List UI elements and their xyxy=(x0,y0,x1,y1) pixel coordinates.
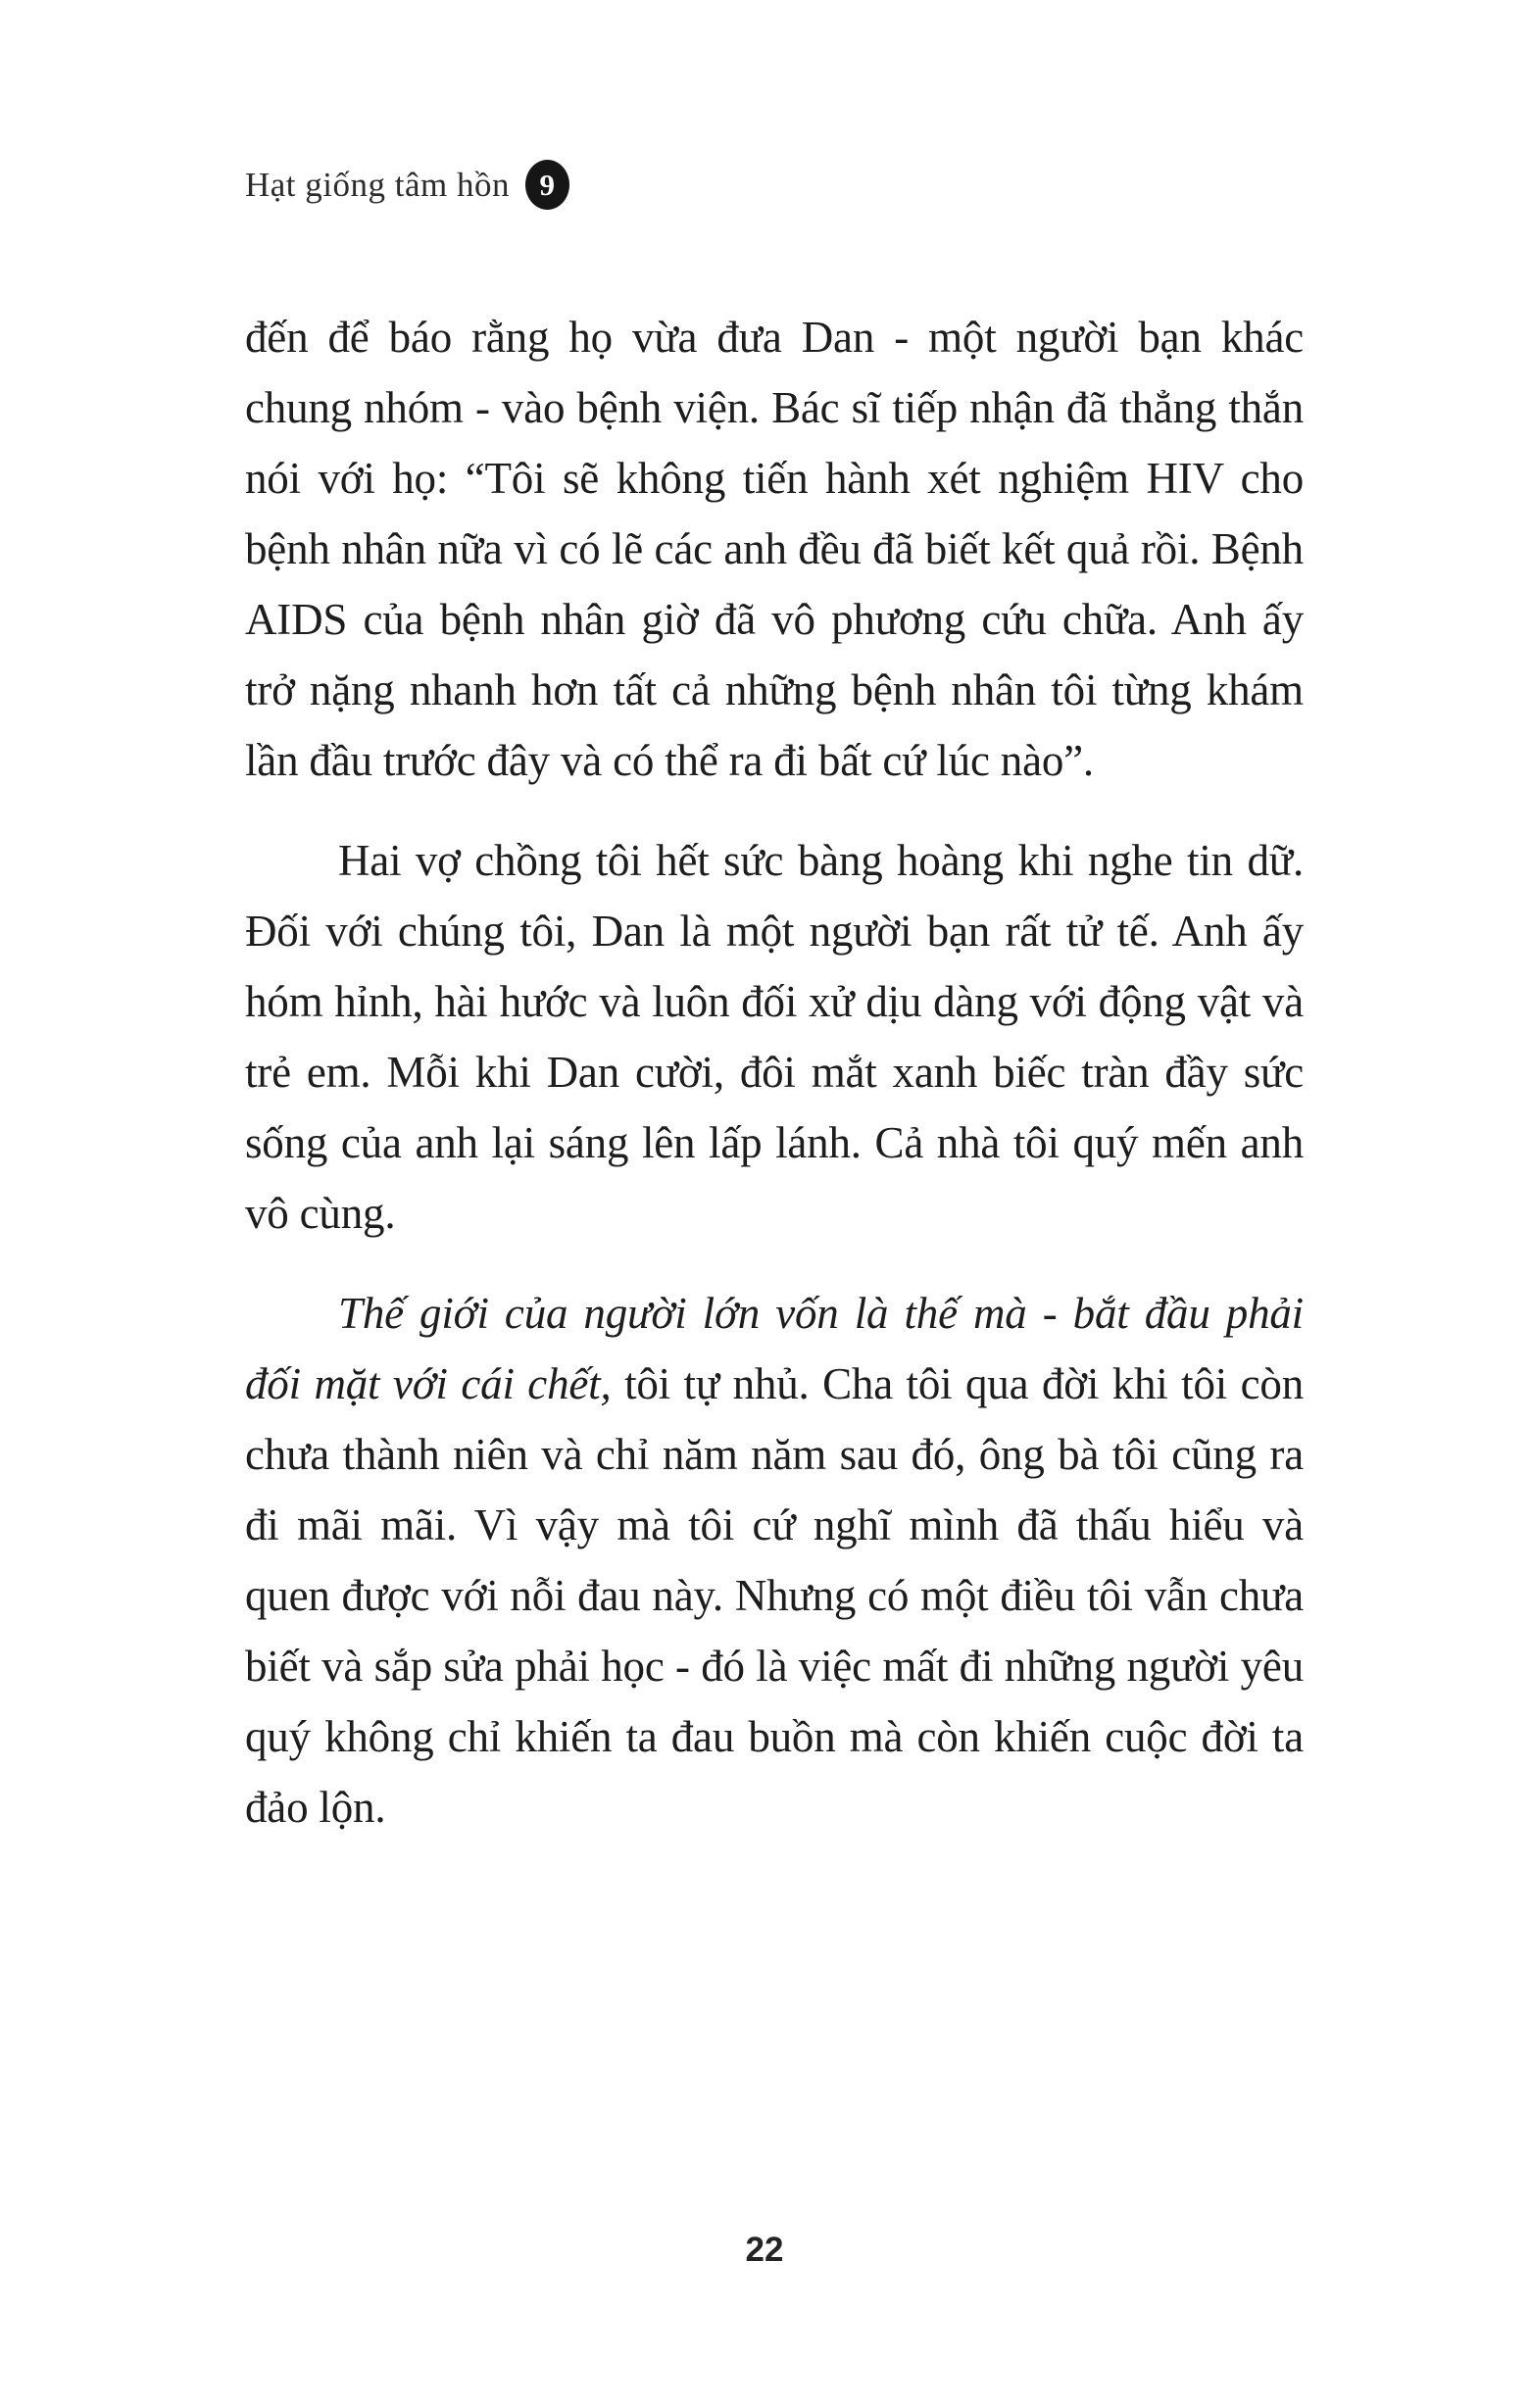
paragraph xyxy=(245,825,1304,1249)
page-number: 22 xyxy=(745,2231,784,2269)
paragraph xyxy=(245,1278,1304,1843)
running-header xyxy=(245,160,569,210)
volume-number-badge: 9 xyxy=(525,160,569,210)
text-run: đến để báo rằng họ vừa đưa Dan - một người bạn khác chung nhóm - vào bệnh viện. Bác sĩ tiếp nhận đã thẳng thắn nói với họ: “Tôi sẽ không tiến hành xét nghiệm HIV cho bệnh nhân nữa vì có lẽ các anh đều đã biết kết quả rồi. Bệnh AIDS của bệnh nhân giờ đã vô phương cứu chữa. Anh ấy trở nặng nhanh hơn tất cả những bệnh nhân tôi từng khám lần đầu trước đây và có thể ra đi bất cứ lúc nào”. xyxy=(245,313,1304,785)
page-body-text xyxy=(245,302,1304,1843)
text-run: Thế giới của người lớn vốn là thế mà - bắt đầu phải đối mặt với cái chết, xyxy=(245,1289,1304,1408)
text-run: Hai vợ chồng tôi hết sức bàng hoàng khi nghe tin dữ. Đối với chúng tôi, Dan là một người bạn rất tử tế. Anh ấy hóm hỉnh, hài hước và luôn đối xử dịu dàng với động vật và trẻ em. Mỗi khi Dan cười, đôi mắt xanh biếc tràn đầy sức sống của anh lại sáng lên lấp lánh. Cả nhà tôi quý mến anh vô cùng. xyxy=(245,836,1304,1238)
book-title: Hạt giống tâm hồn xyxy=(245,165,510,204)
paragraph xyxy=(245,302,1304,796)
text-run: tôi tự nhủ. Cha tôi qua đời khi tôi còn chưa thành niên và chỉ năm năm sau đó, ông bà tôi cũng ra đi mãi mãi. Vì vậy mà tôi cứ nghĩ mình đã thấu hiểu và quen được với nỗi đau này. Nhưng có một điều tôi vẫn chưa biết và sắp sửa phải học - đó là việc mất đi những người yêu quý không chỉ khiến ta đau buồn mà còn khiến cuộc đời ta đảo lộn. xyxy=(245,1359,1304,1832)
